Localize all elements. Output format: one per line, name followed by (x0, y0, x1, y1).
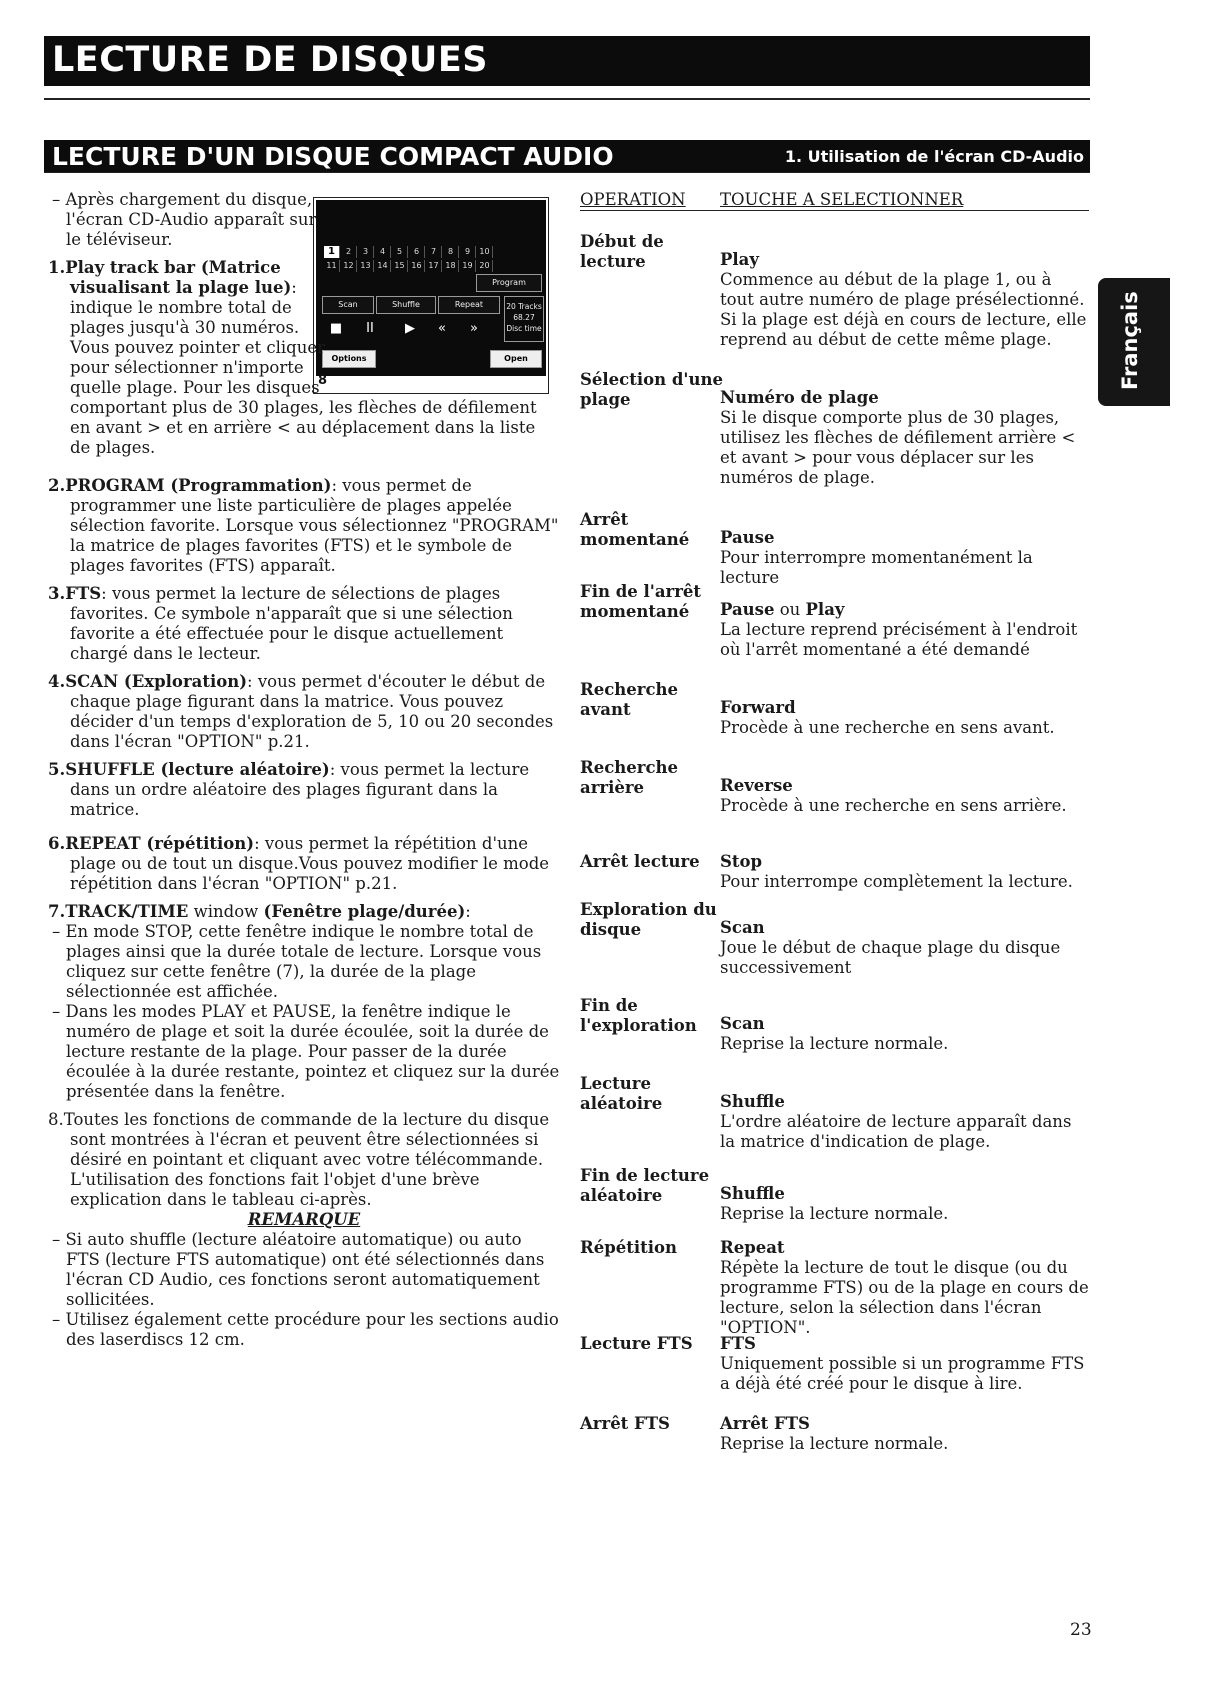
track-cell: 20 (477, 260, 493, 272)
left-column (48, 190, 560, 1350)
remarque-1: – Si auto shuffle (lecture aléatoire automatique) ou auto FTS (lecture FTS automatique) ont été sélectionnés dans l'écran CD Audio, ces fonctions seront automatiquement sollicitées. (52, 1230, 545, 1309)
key-name: Shuffle (720, 1092, 785, 1111)
key-description: Procède à une recherche en sens arrière. (720, 796, 1067, 815)
key-entry (720, 1184, 1090, 1224)
table-header-rule (580, 210, 1089, 211)
key-description: Commence au début de la plage 1, ou à tout autre numéro de plage présélectionné. Si la plage est déjà en cours de lecture, elle reprend au début de cette même plage. (720, 270, 1087, 349)
key-name: Repeat (720, 1238, 785, 1257)
track-cell: 2 (341, 246, 357, 258)
section-bar (44, 140, 1090, 172)
key-name: Numéro de plage (720, 388, 879, 407)
intro-text: – Après chargement du disque, l'écran CD-Audio apparaît sur le téléviseur. (52, 190, 317, 249)
track-cell: 15 (392, 260, 408, 272)
track-cell: 11 (324, 260, 340, 272)
key-name: FTS (720, 1334, 756, 1353)
key-entry (720, 1334, 1090, 1394)
tracks-info: 20 Tracks (506, 302, 542, 311)
track-cell: 13 (358, 260, 374, 272)
key-description: L'ordre aléatoire de lecture apparaît dans la matrice d'indication de plage. (720, 1112, 1072, 1151)
key-entry (720, 600, 1090, 660)
remarque-title: REMARQUE (247, 1210, 361, 1229)
shuffle-button: Shuffle (376, 296, 436, 314)
stop-icon: ■ (329, 321, 343, 336)
track-cell: 9 (460, 246, 476, 258)
key-entry (720, 388, 1090, 488)
track-cell: 12 (341, 260, 357, 272)
item-7-dash-1: – En mode STOP, cette fenêtre indique le nombre total de plages ainsi que la durée totale de lecture. Lorsque vous cliquez sur cette fenêtre (7), la durée de la plage sélectionnée est affichée. (52, 922, 542, 1001)
key-description: Reprise la lecture normale. (720, 1434, 949, 1453)
options-button: Options (322, 350, 376, 368)
key-name: Scan (720, 1014, 765, 1033)
section-title: LECTURE D'UN DISQUE COMPACT AUDIO (52, 142, 614, 171)
item-7: 7.TRACK/TIME window (Fenêtre plage/durée): (48, 902, 471, 921)
track-cell: 18 (443, 260, 459, 272)
track-cell: 8 (443, 246, 459, 258)
disc-time-label: Disc time (506, 324, 542, 333)
chapter-title: LECTURE DE DISQUES (52, 40, 488, 80)
track-cell: 16 (409, 260, 425, 272)
track-cell: 14 (375, 260, 391, 272)
key-name: Pause (720, 528, 775, 547)
operation-label: Fin de lecture aléatoire (580, 1166, 710, 1205)
rewind-icon: « (438, 321, 446, 336)
key-name: Stop (720, 852, 763, 871)
operation-label: Fin de l'exploration (580, 996, 697, 1035)
divider (44, 172, 1090, 173)
program-button: Program (476, 274, 542, 292)
operation-label: Fin de l'arrêt momentané (580, 582, 702, 621)
track-cell: 10 (477, 246, 493, 258)
track-cell: 3 (358, 246, 374, 258)
operation-label: Début de lecture (580, 232, 664, 271)
page-number: 23 (1070, 1620, 1092, 1640)
key-name: Shuffle (720, 1184, 785, 1203)
column-header-operation: OPERATION (580, 190, 686, 209)
track-cell: 5 (392, 246, 408, 258)
key-name: Forward (720, 698, 796, 717)
track-cell: 6 (409, 246, 425, 258)
language-tab-label: Français (1118, 291, 1142, 390)
item-1-cont: comportant plus de 30 plages, les flèches de défilement en avant > et en arrière < au déplacement dans la liste de plages. (70, 398, 537, 457)
item-1: 1.Play track bar (Matrice visualisant la plage lue): indique le nombre total de plages jusqu'à 30 numéros. Vous pouvez pointer et cliquer pour sélectionner n'importe quelle plage. Pour les disques (48, 258, 326, 397)
key-description: Pour interrompre momentanément la lecture (720, 548, 1033, 587)
remarque-2: – Utilisez également cette procédure pour les sections audio des laserdiscs 12 cm. (52, 1310, 559, 1349)
key-entry (720, 1414, 1090, 1454)
language-tab (1098, 278, 1170, 406)
key-description: Joue le début de chaque plage du disque successivement (720, 938, 1061, 977)
key-description: Si le disque comporte plus de 30 plages, utilisez les flèches de défilement arrière < et avant > pour vous déplacer sur les numéros de plage. (720, 408, 1076, 487)
key-entry (720, 1238, 1090, 1338)
operation-label: Recherche arrière (580, 758, 678, 797)
key-name: Scan (720, 918, 765, 937)
divider (44, 98, 1090, 100)
repeat-button: Repeat (438, 296, 500, 314)
section-subtitle: 1. Utilisation de l'écran CD-Audio (784, 147, 1084, 166)
open-button: Open (490, 350, 542, 368)
column-header-key: TOUCHE A SELECTIONNER (720, 190, 964, 209)
play-icon: ▶ (405, 321, 415, 336)
key-description: Uniquement possible si un programme FTS a déjà été créé pour le disque à lire. (720, 1354, 1085, 1393)
key-entry (720, 776, 1090, 816)
operation-label: Arrêt FTS (580, 1414, 670, 1433)
time-info: 68.27 (513, 313, 535, 322)
key-entry (720, 1092, 1090, 1152)
operation-label: Arrêt lecture (580, 852, 700, 871)
fast-forward-icon: » (470, 321, 478, 336)
item-2: 2.PROGRAM (Programmation): vous permet de programmer une liste particulière de plages appelée sélection favorite. Lorsque vous sélectionnez "PROGRAM" la matrice de plages favorites (FTS) et le symbole de plages favorites (FTS) apparaît. (48, 476, 559, 575)
track-cell: 19 (460, 260, 476, 272)
key-entry (720, 698, 1090, 738)
key-entry (720, 918, 1090, 978)
item-8: 8.Toutes les fonctions de commande de la lecture du disque sont montrées à l'écran et peuvent être sélectionnées si désiré en pointant et cliquant avec votre télécommande. L'utilisation des fonctions fait l'objet d'une brève explication dans le tableau ci-après. (48, 1110, 550, 1209)
key-entry (720, 852, 1090, 892)
key-description: Reprise la lecture normale. (720, 1034, 949, 1053)
key-name: Reverse (720, 776, 793, 795)
item-3: 3.FTS: vous permet la lecture de sélections de plages favorites. Ce symbole n'apparaît que si une sélection favorite a été effectuée pour le disque actuellement chargé dans le lecteur. (48, 584, 513, 663)
key-description: Pour interrompe complètement la lecture. (720, 872, 1073, 891)
operation-label: Lecture aléatoire (580, 1074, 663, 1113)
key-entry (720, 250, 1090, 350)
track-cell: 4 (375, 246, 391, 258)
operation-label: Lecture FTS (580, 1334, 693, 1353)
key-name-alt: Play (805, 600, 845, 619)
key-description: La lecture reprend précisément à l'endroit où l'arrêt momentané a été demandé (720, 620, 1078, 659)
track-cell: 1 (324, 246, 340, 258)
key-name: Play (720, 250, 759, 269)
track-cell: 17 (426, 260, 442, 272)
operation-label: Répétition (580, 1238, 678, 1257)
item-6: 6.REPEAT (répétition): vous permet la répétition d'une plage ou de tout un disque.Vous pouvez modifier le mode répétition dans l'écran "OPTION" p.21. (48, 834, 550, 893)
scan-button: Scan (322, 296, 374, 314)
key-description: Procède à une recherche en sens avant. (720, 718, 1055, 737)
key-description: Reprise la lecture normale. (720, 1204, 949, 1223)
pause-icon: II (366, 321, 374, 336)
operation-label: Recherche avant (580, 680, 678, 719)
operation-label: Exploration du disque (580, 900, 717, 939)
key-description: Répète la lecture de tout le disque (ou du programme FTS) ou de la plage en cours de lecture, selon la sélection dans l'écran "OPTION". (720, 1258, 1089, 1337)
track-cell: 7 (426, 246, 442, 258)
key-name: Pause (720, 600, 775, 619)
key-entry (720, 1014, 1090, 1054)
item-5: 5.SHUFFLE (lecture aléatoire): vous permet la lecture dans un ordre aléatoire des plages figurant dans la matrice. (48, 760, 530, 819)
operation-label: Arrêt momentané (580, 510, 690, 549)
chapter-banner (44, 36, 1090, 86)
key-connector: ou (779, 600, 801, 619)
figure-callout: 8 (318, 373, 328, 388)
item-7-dash-2: – Dans les modes PLAY et PAUSE, la fenêtre indique le numéro de plage et soit la durée écoulée, soit la durée de lecture restante de la plage. Pour passer de la durée écoulée à la durée restante, pointez et cliquez sur la durée présentée dans la fenêtre. (52, 1002, 560, 1101)
item-4: 4.SCAN (Exploration): vous permet d'écouter le début de chaque plage figurant dans la matrice. Vous pouvez décider d'un temps d'exploration de 5, 10 ou 20 secondes dans l'écran "OPTION" p.21. (48, 672, 554, 751)
key-name: Arrêt FTS (720, 1414, 810, 1433)
key-entry (720, 528, 1090, 588)
operation-label: Sélection d'une plage (580, 370, 723, 409)
